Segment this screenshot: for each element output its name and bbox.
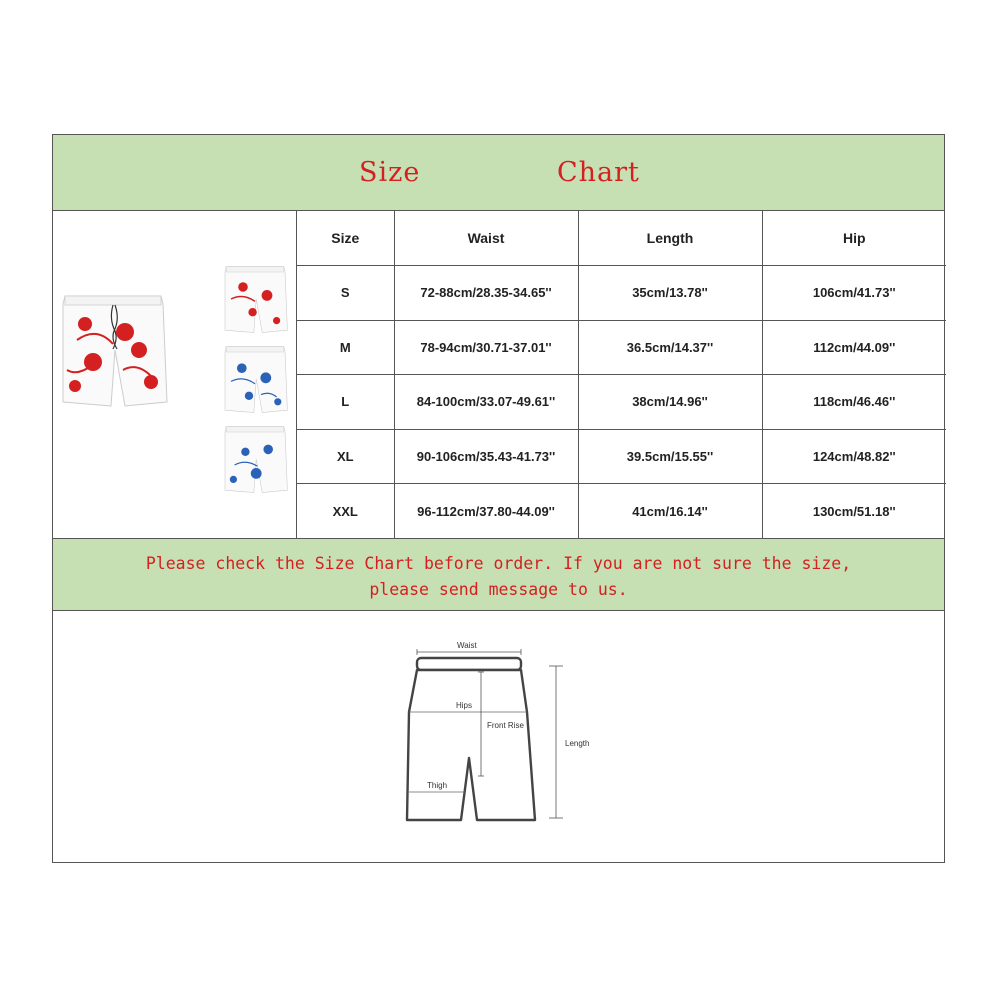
shorts-red-small (225, 267, 287, 333)
label-length: Length (565, 739, 590, 748)
table-row (297, 266, 946, 321)
table-row (297, 429, 946, 484)
cell-waist: 78-94cm/30.71-37.01'' (394, 320, 578, 375)
cell-size: XXL (297, 484, 394, 539)
cell-length: 39.5cm/15.55'' (578, 429, 762, 484)
shorts-outline (407, 658, 535, 820)
cell-size: M (297, 320, 394, 375)
cell-length: 38cm/14.96'' (578, 375, 762, 430)
label-waist: Waist (457, 641, 477, 650)
label-front-rise: Front Rise (487, 721, 524, 730)
cell-waist: 96-112cm/37.80-44.09'' (394, 484, 578, 539)
cell-hip: 112cm/44.09'' (762, 320, 946, 375)
cell-hip: 124cm/48.82'' (762, 429, 946, 484)
size-table (297, 211, 946, 538)
notice-band (53, 538, 944, 611)
header-waist: Waist (394, 211, 578, 266)
product-images-cell (53, 211, 297, 538)
cell-waist: 84-100cm/33.07-49.61'' (394, 375, 578, 430)
notice-line-1: Please check the Size Chart before order. If you are not sure the size, (145, 554, 852, 573)
title-band (53, 135, 944, 211)
shorts-blue-small-1 (225, 347, 287, 413)
table-row (297, 484, 946, 539)
title-word-size: Size (359, 157, 421, 188)
cell-waist: 90-106cm/35.43-41.73'' (394, 429, 578, 484)
label-thigh: Thigh (427, 781, 448, 790)
label-hips: Hips (456, 701, 473, 710)
cell-hip: 118cm/46.46'' (762, 375, 946, 430)
notice-line-2: please send message to us. (369, 580, 628, 599)
shorts-blue-small-2 (225, 427, 287, 493)
cell-waist: 72-88cm/28.35-34.65'' (394, 266, 578, 321)
cell-length: 35cm/13.78'' (578, 266, 762, 321)
table-row (297, 375, 946, 430)
product-images (53, 211, 297, 538)
header-length: Length (578, 211, 762, 266)
cell-size: S (297, 266, 394, 321)
size-chart-sheet (52, 134, 945, 863)
shorts-red-large (63, 296, 167, 406)
cell-size: XL (297, 429, 394, 484)
header-size: Size (297, 211, 394, 266)
measurement-diagram (393, 640, 643, 855)
cell-length: 41cm/16.14'' (578, 484, 762, 539)
cell-length: 36.5cm/14.37'' (578, 320, 762, 375)
table-row (297, 320, 946, 375)
header-hip: Hip (762, 211, 946, 266)
cell-size: L (297, 375, 394, 430)
cell-hip: 106cm/41.73'' (762, 266, 946, 321)
table-header-row (297, 211, 946, 266)
title-word-chart: Chart (557, 157, 640, 188)
cell-hip: 130cm/51.18'' (762, 484, 946, 539)
